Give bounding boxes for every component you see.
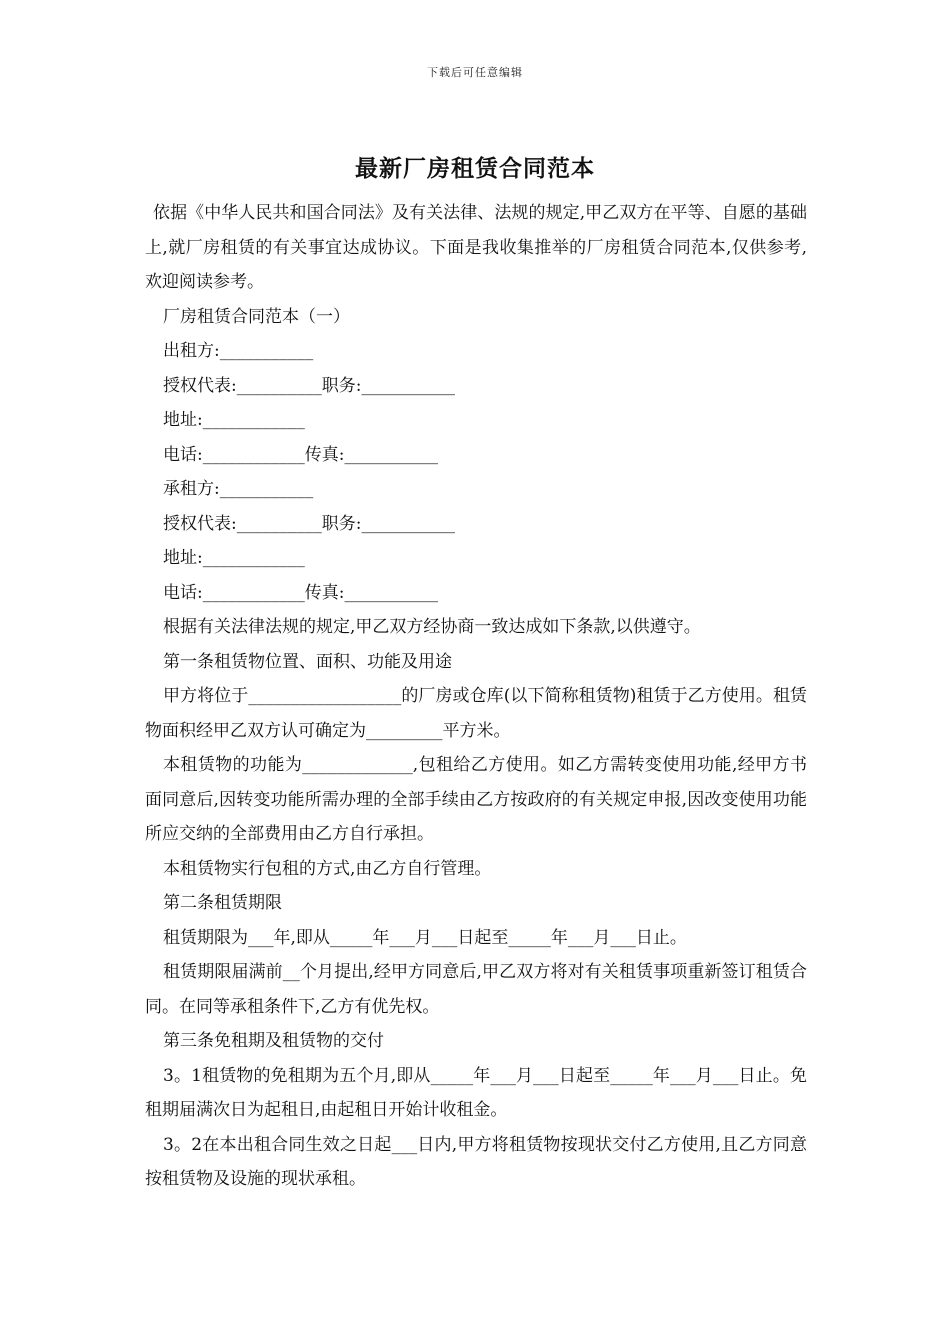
section-heading: 厂房租赁合同范本（一） [163, 306, 350, 327]
body-paragraph: 本租赁物的功能为_____________,包租给乙方使用。如乙方需转变使用功能,经甲方书面同意后,因转变功能所需办理的全部手续由乙方按政府的有关规定申报,因改变使用功能所应交纳的全部费用由乙方自行承担。 [145, 755, 807, 844]
agreement-paragraph: 根据有关法律法规的规定,甲乙双方经协商一致达成如下条款,以供遵守。 [163, 617, 701, 637]
article-heading: 第三条免租期及租赁物的交付 [163, 1031, 384, 1051]
body-paragraph: 租赁期限届满前__个月提出,经甲方同意后,甲乙双方将对有关租赁事项重新签订租赁合同。在同等承租条件下,乙方有优先权。 [145, 962, 807, 1017]
body-paragraph: 甲方将位于__________________的厂房或仓库(以下简称租赁物)租赁于乙方使用。租赁物面积经甲乙双方认可确定为_________平方米。 [145, 686, 807, 741]
document-title: 最新厂房租赁合同范本 [355, 155, 595, 182]
article-heading: 第二条租赁期限 [163, 893, 282, 913]
lessor-field: 出租方:___________ [163, 341, 314, 361]
lessee-phone-fax-field: 电话:____________传真:___________ [163, 582, 438, 603]
lessor-address-field: 地址:____________ [163, 410, 305, 430]
lessee-field: 承租方:___________ [163, 479, 314, 499]
lessee-address-field: 地址:____________ [163, 548, 305, 568]
document-body [145, 196, 807, 1197]
lessee-representative-field: 授权代表:__________职务:___________ [163, 513, 455, 534]
lessor-representative-field: 授权代表:__________职务:___________ [163, 375, 455, 396]
article-heading: 第一条租赁物位置、面积、功能及用途 [163, 651, 452, 672]
lessor-phone-fax-field: 电话:____________传真:___________ [163, 444, 438, 465]
page-header: 下载后可任意编辑 [427, 66, 523, 79]
body-paragraph: 3。1租赁物的免租期为五个月,即从_____年___月___日起至_____年___月___日止。免租期届满次日为起租日,由起租日开始计收租金。 [145, 1065, 807, 1120]
body-paragraph: 3。2在本出租合同生效之日起___日内,甲方将租赁物按现状交付乙方使用,且乙方同意按租赁物及设施的现状承租。 [145, 1134, 807, 1189]
intro-paragraph: 依据《中华人民共和国合同法》及有关法律、法规的规定,甲乙双方在平等、自愿的基础上,就厂房租赁的有关事宜达成协议。下面是我收集推举的厂房租赁合同范本,仅供参考,欢迎阅读参考。 [145, 203, 807, 292]
body-paragraph: 租赁期限为___年,即从_____年___月___日起至_____年___月___日止。 [163, 927, 687, 948]
body-paragraph: 本租赁物实行包租的方式,由乙方自行管理。 [163, 858, 492, 879]
